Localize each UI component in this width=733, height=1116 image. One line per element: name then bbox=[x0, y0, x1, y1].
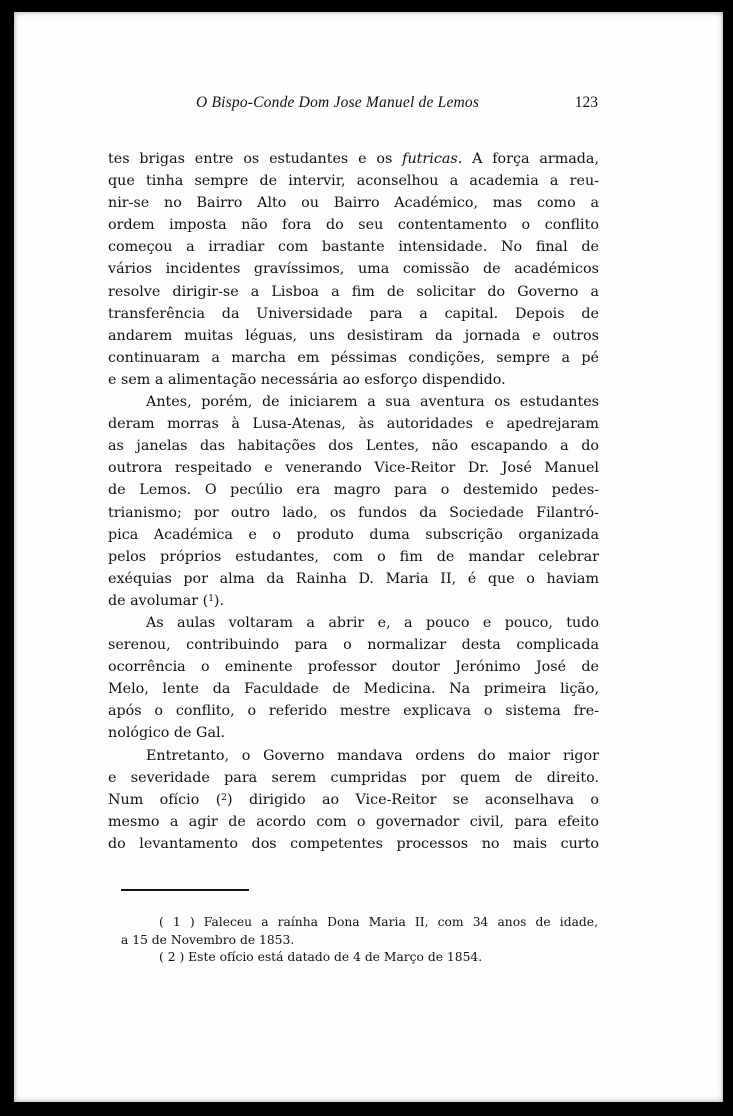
text-line: trianismo; por outro lado, os fundos da Sociedade Filantró- bbox=[108, 504, 599, 521]
footnote-marker: ( 2 ) bbox=[159, 950, 185, 964]
text-line: ocorrência o eminente professor doutor Jerónimo José de bbox=[108, 659, 599, 676]
text-line: de Lemos. O pecúlio era magro para o destemido pedes- bbox=[108, 482, 599, 499]
text-line: mesmo a agir de acordo com o governador civil, para efeito bbox=[108, 813, 599, 830]
text-line: As aulas voltaram a abrir e, a pouco e pouco, tudo bbox=[146, 614, 599, 631]
footnote-divider bbox=[121, 889, 249, 891]
main-text bbox=[108, 148, 599, 855]
text-line: Melo, lente da Faculdade de Medicina. Na primeira lição, bbox=[108, 681, 599, 698]
text-line: nológico de Gal. bbox=[108, 725, 226, 742]
text-line: e severidade para serem cumpridas por quem de direito. bbox=[108, 769, 599, 786]
footnote-2: ( 2 ) Este ofício está datado de 4 de Março de 1854. bbox=[159, 950, 483, 964]
text-line: resolve dirigir-se a Lisboa a fim de solicitar do Governo a bbox=[108, 283, 599, 300]
footnote-ref: 2 bbox=[221, 792, 228, 803]
text-line: pelos próprios estudantes, com o fim de mandar celebrar bbox=[108, 548, 599, 565]
page-number: 123 bbox=[574, 94, 598, 111]
text-line: pica Académica e o produto duma subscrição organizada bbox=[108, 526, 599, 543]
text-line: outrora respeitado e venerando Vice-Reitor Dr. José Manuel bbox=[108, 460, 599, 477]
text-line: andarem muitas léguas, uns desistiram da jornada e outros bbox=[108, 327, 599, 344]
text-line: e sem a alimentação necessária ao esforço dispendido. bbox=[108, 371, 506, 388]
footnote-ref: 1 bbox=[208, 593, 214, 604]
text-line: exéquias por alma da Rainha D. Maria II, é que o haviam bbox=[108, 570, 599, 587]
text-line: serenou, contribuindo para o normalizar desta complicada bbox=[108, 637, 599, 654]
book-page bbox=[14, 12, 723, 1102]
text-line: tes brigas entre os estudantes e os futricas. A força armada, bbox=[108, 151, 599, 167]
footnote-marker: ( 1 ) bbox=[159, 915, 195, 929]
text-line: transferência da Universidade para a capital. Depois de bbox=[108, 305, 599, 322]
text-line: continuaram a marcha em péssimas condições, sempre a pé bbox=[108, 349, 599, 366]
text-line: deram morras à Lusa-Atenas, às autoridades e apedrejaram bbox=[108, 416, 599, 433]
text-line: ordem imposta não fora do seu contentamento o conflito bbox=[108, 217, 599, 234]
text-line: nir-se no Bairro Alto ou Bairro Académico, mas como a bbox=[108, 195, 599, 212]
text-line: começou a irradiar com bastante intensidade. No final de bbox=[108, 239, 599, 256]
page-header bbox=[110, 94, 598, 118]
text-line: que tinha sempre de intervir, aconselhou a academia a reu- bbox=[108, 173, 599, 190]
footnotes bbox=[121, 914, 598, 967]
italic-word: futricas. bbox=[402, 151, 463, 167]
text-line: após o conflito, o referido mestre explicava o sistema fre- bbox=[108, 703, 599, 720]
running-title: O Bispo-Conde Dom Jose Manuel de Lemos bbox=[196, 94, 480, 111]
text-line: Num ofício ($^2$) dirigido ao Vice-Reitor se aconselhava o bbox=[108, 791, 599, 808]
text-line: de avolumar ($^1$). bbox=[108, 592, 225, 609]
footnote-1: ( 1 ) Faleceu a raínha Dona Maria II, com 34 anos de idade, bbox=[159, 915, 598, 929]
text-line: Entretanto, o Governo mandava ordens do maior rigor bbox=[146, 747, 599, 764]
text-line: do levantamento dos competentes processos no mais curto bbox=[108, 835, 599, 852]
footnote-1-continued: a 15 de Novembro de 1853. bbox=[121, 932, 295, 947]
text-line: Antes, porém, de iniciarem a sua aventura os estudantes bbox=[146, 394, 599, 411]
text-line: vários incidentes gravíssimos, uma comissão de académicos bbox=[108, 261, 599, 278]
text-line: as janelas das habitações dos Lentes, não escapando a do bbox=[108, 438, 599, 455]
